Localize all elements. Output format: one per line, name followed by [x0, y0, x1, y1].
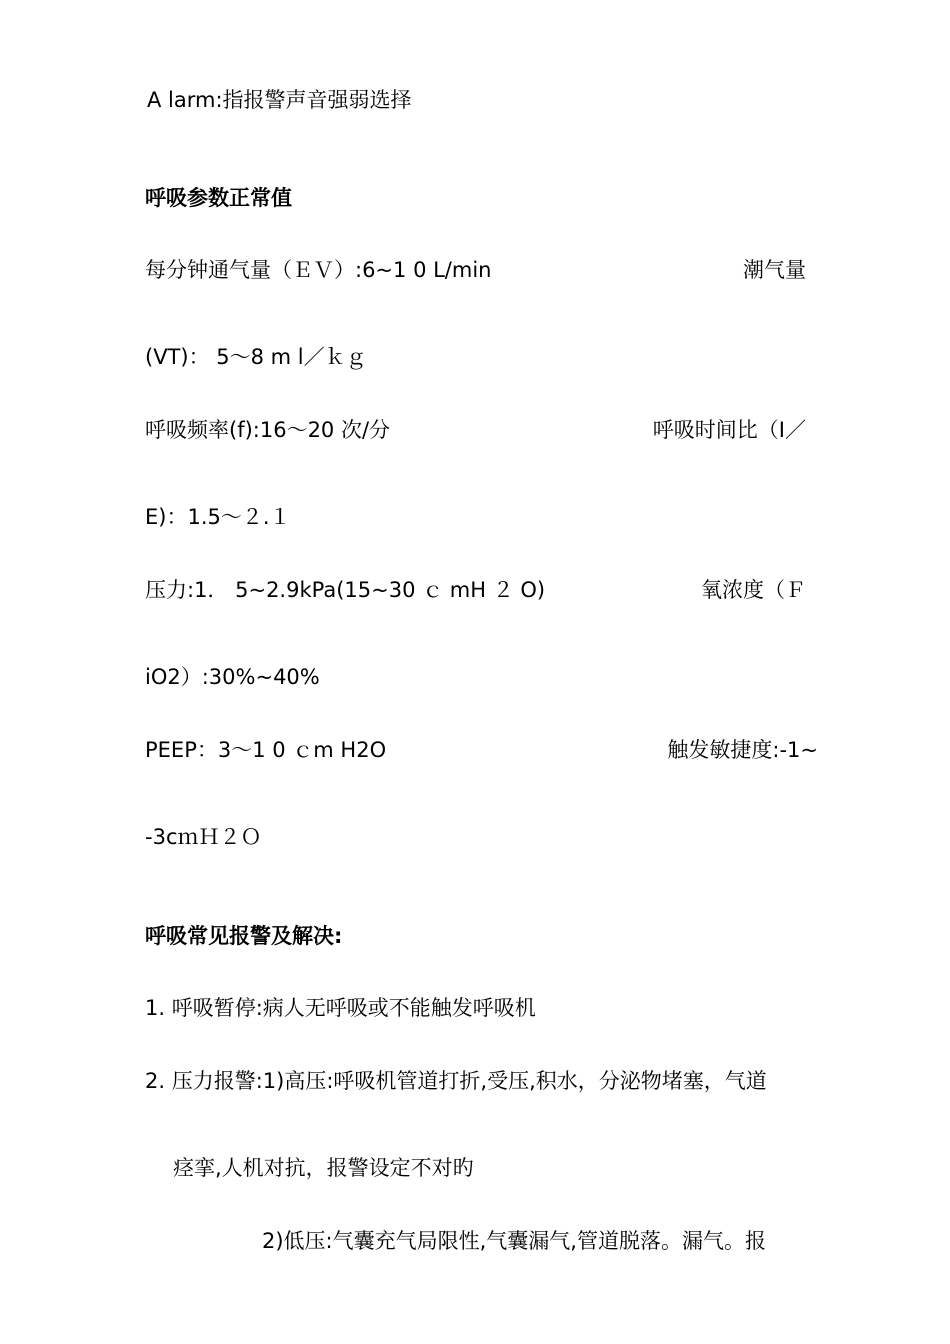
param-pressure: 压力:1． 5~2.9kPa(15~30 ｃ mH ２ O) [145, 578, 546, 602]
param-vt-value: (VT)： 5～8 m l／ｋｇ [145, 345, 367, 369]
alarm-line: A larm:指报警声音强弱选择 [147, 88, 412, 112]
alarm-item-2-line-2: 痉挛,人机对抗，报警设定不对旳 [173, 1156, 474, 1180]
param-f: 呼吸频率(f):16～20 次/分 [145, 418, 391, 442]
alarm-item-2-line-3: 2)低压:气囊充气局限性,气囊漏气,管道脱落。漏气。报 [262, 1229, 766, 1253]
param-ie-value: E)：1.5～２.１ [145, 505, 291, 529]
param-peep: PEEP：3～1 0 ｃm H2O [145, 738, 387, 762]
param-trigger-value: -3cｍＨ２Ｏ [145, 825, 262, 849]
section-title-alarms: 呼吸常见报警及解决: [145, 924, 343, 948]
param-ie-label: 呼吸时间比（I／ [652, 418, 806, 442]
param-ev: 每分钟通气量（ＥＶ）:6~1 0 L/min [145, 258, 492, 282]
alarm-item-2-line-1: 2. 压力报警:1)高压:呼吸机管道打折,受压,积水，分泌物堵塞，气道 [145, 1069, 767, 1093]
param-fio2-label: 氧浓度（Ｆ [701, 578, 806, 602]
section-title-normal-values: 呼吸参数正常值 [145, 186, 292, 210]
param-vt-label: 潮气量 [743, 258, 806, 282]
param-fio2-value: iO2）:30%~40% [145, 665, 320, 689]
param-trigger-label: 触发敏捷度:-1~ [667, 738, 818, 762]
alarm-item-1: 1. 呼吸暂停:病人无呼吸或不能触发呼吸机 [145, 996, 536, 1020]
